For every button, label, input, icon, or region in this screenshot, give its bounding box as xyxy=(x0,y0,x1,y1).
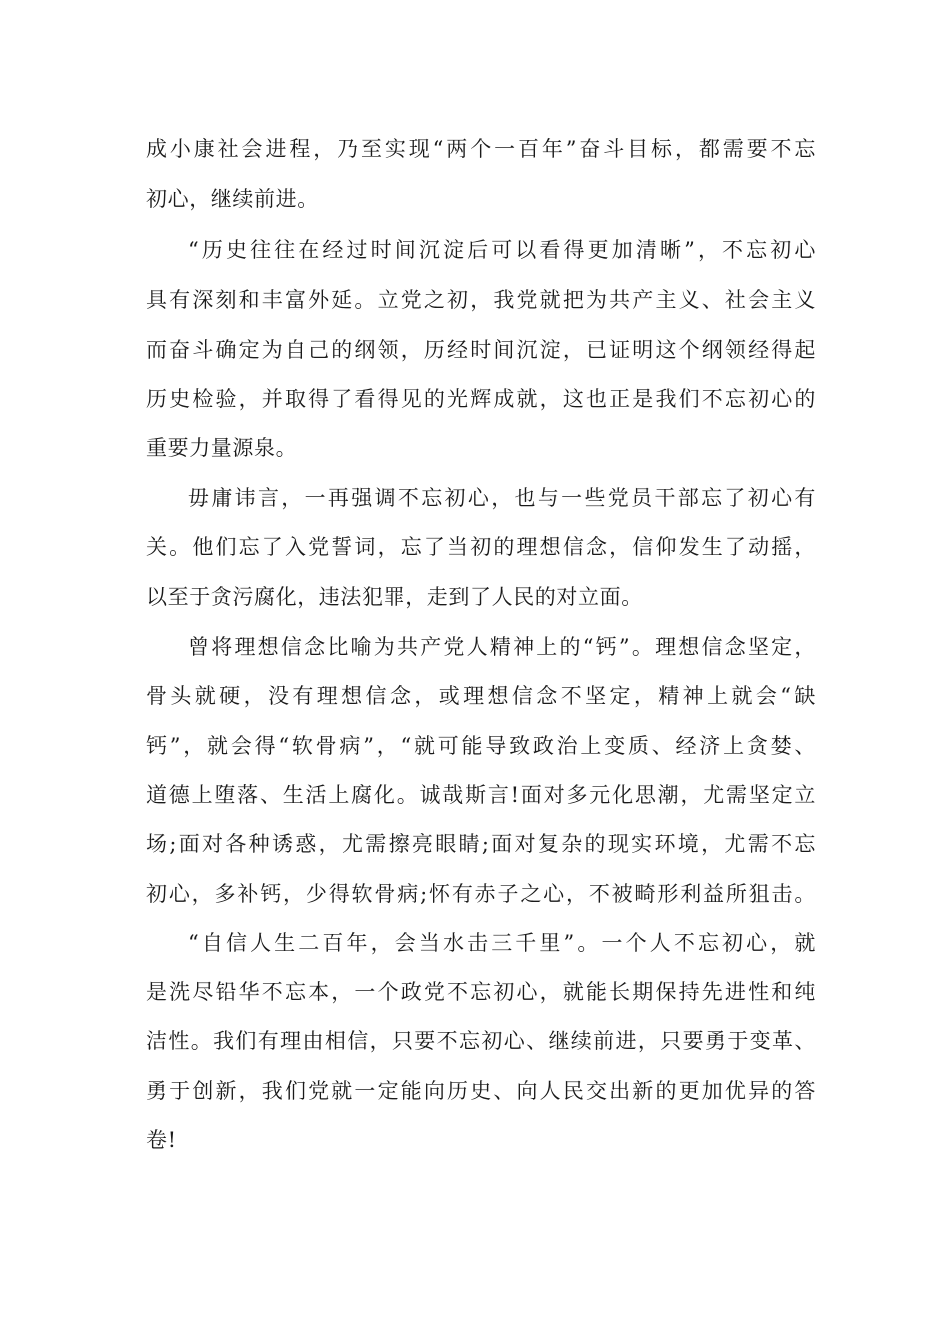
text-line: “历史往往在经过时间沉淀后可以看得更加清晰”，不忘初心 xyxy=(188,238,816,262)
text-line: 而奋斗确定为自己的纲领，历经时间沉淀，已证明这个纲领经得起 xyxy=(146,338,816,362)
text-line: 钙”，就会得“软骨病”，“就可能导致政治上变质、经济上贪婪、 xyxy=(146,734,816,758)
text-line: 曾将理想信念比喻为共产党人精神上的“钙”。理想信念坚定， xyxy=(188,635,816,659)
text-line: 具有深刻和丰富外延。立党之初，我党就把为共产主义、社会主义 xyxy=(146,288,816,312)
text-line: 初心，多补钙，少得软骨病;怀有赤子之心，不被畸形利益所狙击。 xyxy=(146,882,816,906)
text-line: 道德上堕落、生活上腐化。诚哉斯言!面对多元化思潮，尤需坚定立 xyxy=(146,783,816,807)
text-line: 以至于贪污腐化，违法犯罪，走到了人民的对立面。 xyxy=(146,585,643,609)
text-line: 成小康社会进程，乃至实现“两个一百年”奋斗目标，都需要不忘 xyxy=(146,137,816,161)
text-line: 卷! xyxy=(146,1128,177,1152)
text-line: 历史检验，并取得了看得见的光辉成就，这也正是我们不忘初心的 xyxy=(146,387,816,411)
text-line: 洁性。我们有理由相信，只要不忘初心、继续前进，只要勇于变革、 xyxy=(146,1029,816,1053)
text-line: 重要力量源泉。 xyxy=(146,436,298,460)
text-line: 是洗尽铅华不忘本，一个政党不忘初心，就能长期保持先进性和纯 xyxy=(146,980,816,1004)
text-line: “自信人生二百年，会当水击三千里”。一个人不忘初心，就 xyxy=(188,931,816,955)
text-line: 关。他们忘了入党誓词，忘了当初的理想信念，信仰发生了动摇， xyxy=(146,535,816,559)
text-line: 勇于创新，我们党就一定能向历史、向人民交出新的更加优异的答 xyxy=(146,1079,816,1103)
text-line: 骨头就硬，没有理想信念，或理想信念不坚定，精神上就会“缺 xyxy=(146,684,816,708)
text-line: 毋庸讳言，一再强调不忘初心，也与一些党员干部忘了初心有 xyxy=(188,486,816,510)
text-line: 初心，继续前进。 xyxy=(146,187,319,211)
text-line: 场;面对各种诱惑，尤需擦亮眼睛;面对复杂的现实环境，尤需不忘 xyxy=(146,832,816,856)
